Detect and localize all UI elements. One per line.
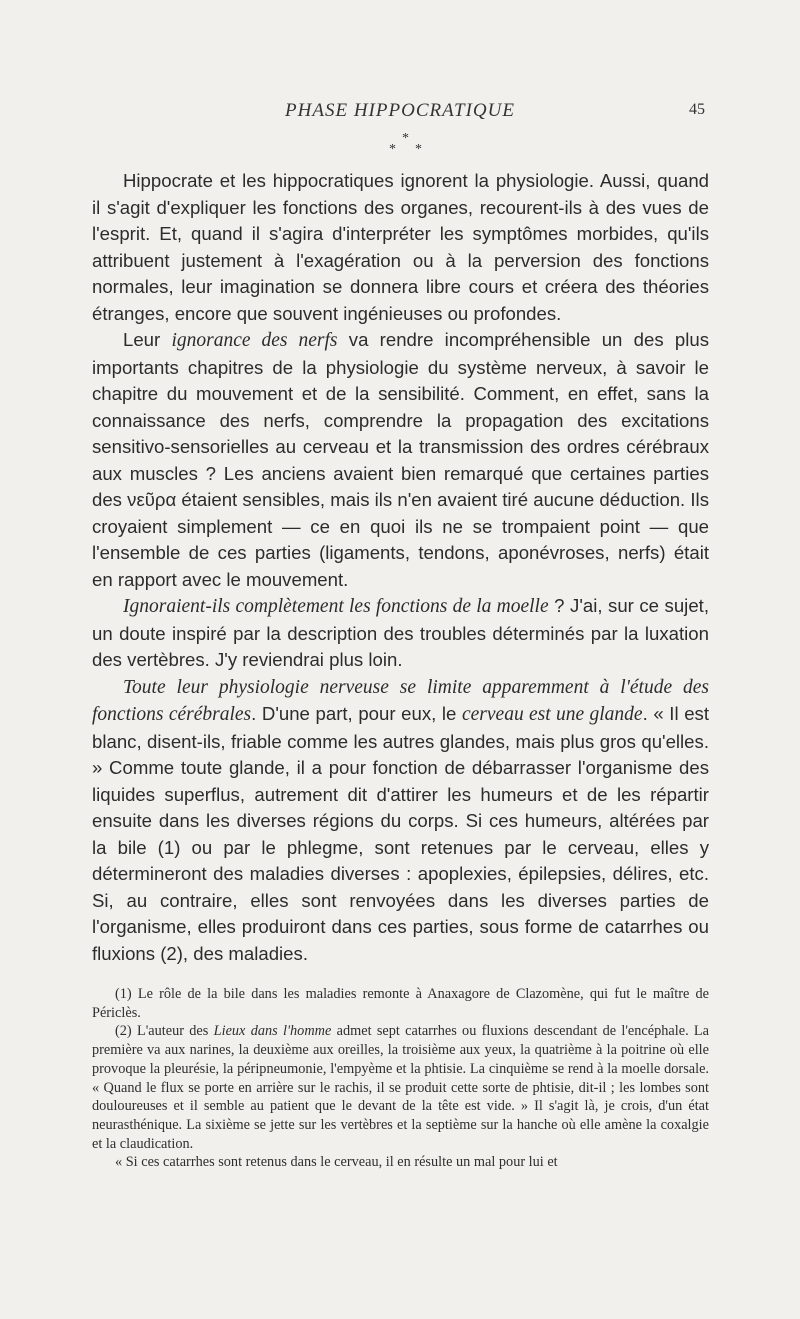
paragraph-4-text-b: . « Il est blanc, disent-ils, friable comme les autres glandes, mais plus gros qu'elles. » Comme toute glande, il a pour fonction de débarrasser l'organisme des liquides superflus, autrement dit d'attirer les humeurs et de les répartir ensuite dans les diverses régions du corps. Si ces humeurs, altérées par la bile (1) ou par le phlegme, sont retenues par le cerveau, elles y détermineront des maladies diverses : apoplexies, épilepsies, délires, etc. Si, au contraire, elles sont renvoyées dans les diverses parties de l'organisme, elles produiront dans ces parties, sous forme de catarrhes ou fluxions (2), des maladies. — [92, 703, 709, 964]
running-title: PHASE HIPPOCRATIQUE — [285, 100, 515, 121]
paragraph-4-emphasis: Toute leur physiologie nerveuse se limite apparemment à l'étude des fonctions cérébrales — [92, 676, 709, 725]
footnote-2-continuation: « Si ces catarrhes sont retenus dans le cerveau, il en résulte un mal pour lui et — [115, 1154, 558, 1171]
paragraph-1: Hippocrate et les hippocratiques ignorent la physiologie. Aussi, quand il s'agit d'expliquer les fonctions des organes, recourent-ils à des vues de l'esprit. Et, quand il s'agira d'interpréter les symptômes morbides, qu'ils attribuent justement à l'exagération ou à la perversion des fonctions normales, leur imagination se donnera libre cours et créera des théories étranges, encore que souvent ingénieuses ou profondes. — [92, 170, 709, 324]
paragraph-3-text: ? J'ai, sur ce sujet, un doute inspiré par la description des troubles déterminés par la luxation des vertèbres. J'y reviendrai plus loin. — [92, 595, 709, 670]
footnote-2-emphasis: Lieux dans l'homme — [213, 1023, 332, 1040]
paragraph-2-emphasis: ignorance des nerfs — [171, 330, 338, 351]
paragraph-3-emphasis: Ignoraient-ils complètement les fonctions de la moelle — [123, 596, 549, 617]
paragraph-2-lead: Leur — [123, 329, 172, 350]
paragraph-4 — [92, 674, 709, 968]
asterism-star-left: * — [389, 142, 396, 157]
footnote-2 — [92, 1022, 709, 1153]
paragraph-4-text-a: . D'une part, pour eux, le — [251, 703, 462, 724]
running-head — [0, 100, 800, 124]
paragraph-3 — [92, 593, 709, 674]
asterism — [0, 131, 800, 171]
footnotes — [92, 985, 709, 1172]
footnote-2-lead: (2) L'auteur des — [115, 1023, 214, 1040]
footnote-2-text: admet sept catarrhes ou fluxions descendant de l'encéphale. La première va aux narines, la deuxième aux oreilles, la troisième aux yeux, la quatrième à la poitrine où elle provoque la pleurésie, la péripneumonie, l'empyème et la phtisie. La cinquième se rend à la moelle dorsale. « Quand le flux se porte en arrière sur le rachis, il se produit cette sorte de phtisie, dit-il ; les lombes sont douloureuses et il semble au patient que le devant de la tête est vide. » Il s'agit là, je crois, d'un état neurasthénique. La sixième se jette sur les vertèbres et la septième sur la hanche où elle amène la coxalgie et la claudication. — [92, 1023, 710, 1152]
footnote-1: (1) Le rôle de la bile dans les maladies remonte à Anaxagore de Clazomène, qui fut le maître de Périclès. — [92, 986, 709, 1021]
page-number: 45 — [689, 101, 705, 118]
asterism-star-top: * — [402, 131, 409, 146]
paragraph-4-emphasis-2: cerveau est une glande — [462, 704, 643, 725]
body-text — [92, 168, 709, 967]
paragraph-2 — [92, 327, 709, 593]
asterism-star-right: * — [415, 142, 422, 157]
paragraph-2-text: va rendre incompréhensible un des plus importants chapitres de la physiologie du système nerveux, à savoir le chapitre du mouvement et de la sensibilité. Comment, en effet, sans la connaissance des nerfs, comprendre la propagation des excitations sensitivo-sensorielles au cerveau et la transmission des ordres cérébraux aux muscles ? Les anciens avaient bien remarqué que certaines parties des νεῦρα étaient sensibles, mais ils n'en avaient tiré aucune déduction. Ils croyaient simplement — ce en quoi ils ne se trompaient point — que l'ensemble de ces parties (ligaments, tendons, aponévroses, nerfs) était en rapport avec le mouvement. — [92, 329, 709, 590]
